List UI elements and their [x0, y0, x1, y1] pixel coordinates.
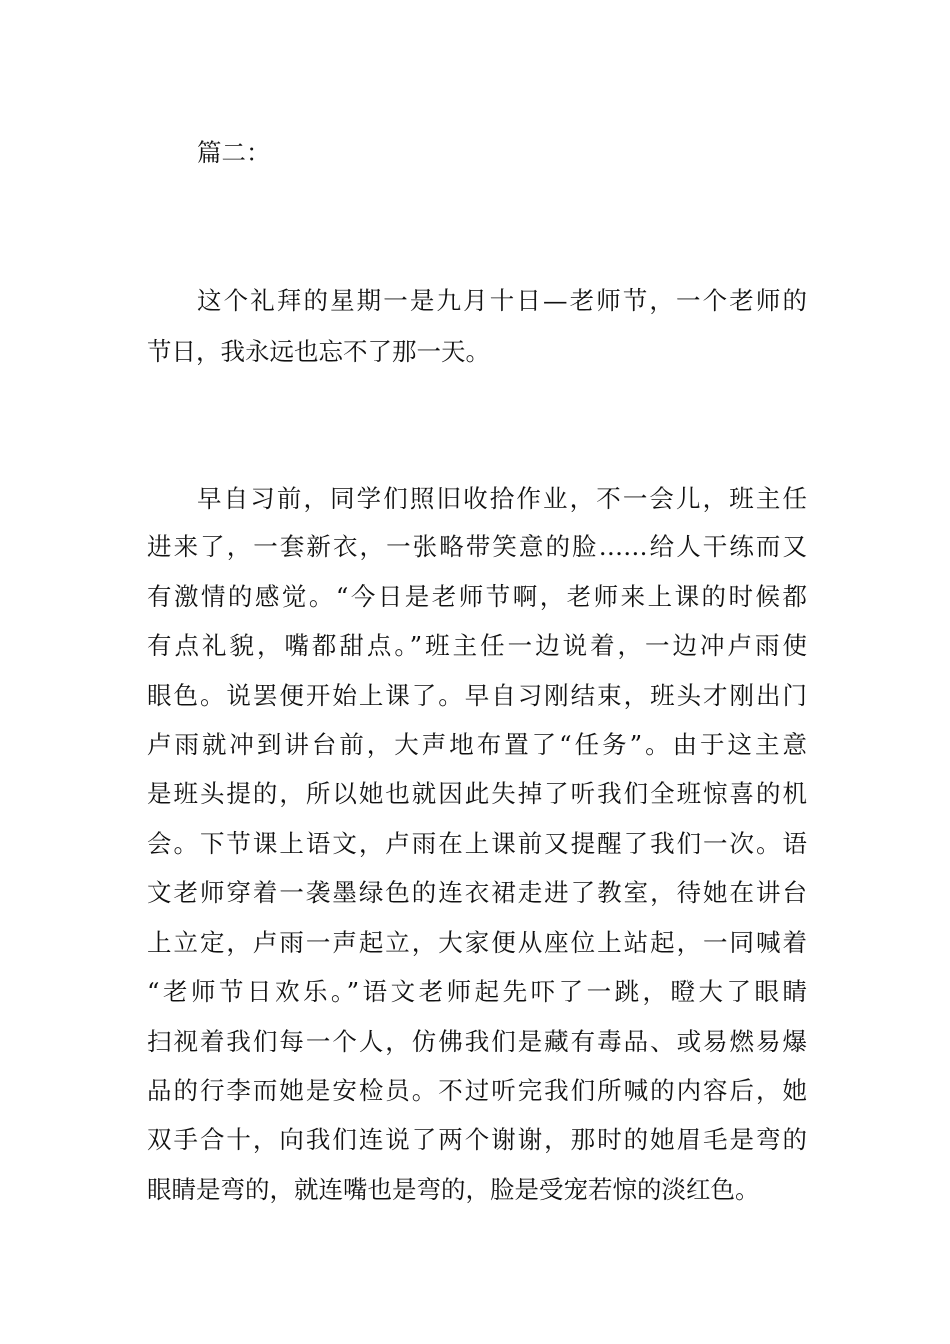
- paragraph-2-line: 有点礼貌，嘴都甜点。”班主任一边说着，一边冲卢雨使: [147, 631, 807, 660]
- paragraph-2-line: 文老师穿着一袭墨绿色的连衣裙走进了教室，待她在讲台: [147, 878, 807, 907]
- paragraph-2-line: 是班头提的，所以她也就因此失掉了听我们全班惊喜的机: [147, 779, 807, 808]
- paragraph-2-line: 眼睛是弯的，就连嘴也是弯的，脸是受宠若惊的淡红色。: [147, 1175, 760, 1204]
- section-heading: 篇二：: [197, 138, 271, 167]
- paragraph-2-line: 有激情的感觉。“今日是老师节啊，老师来上课的时候都: [147, 582, 807, 611]
- paragraph-2-line: 双手合十，向我们连说了两个谢谢，那时的她眉毛是弯的: [147, 1125, 807, 1154]
- paragraph-2-line: 上立定，卢雨一声起立，大家便从座位上站起，一同喊着: [147, 928, 807, 957]
- paragraph-2-line: 卢雨就冲到讲台前，大声地布置了“任务”。由于这主意: [147, 730, 807, 759]
- paragraph-1-line: 节日，我永远也忘不了那一天。: [147, 337, 490, 366]
- paragraph-2-line: 扫视着我们每一个人，仿佛我们是藏有毒品、或易燃易爆: [147, 1027, 807, 1056]
- paragraph-2-line: 会。下节课上语文，卢雨在上课前又提醒了我们一次。语: [147, 829, 807, 858]
- paragraph-2-line: 早自习前，同学们照旧收拾作业，不一会儿，班主任: [197, 484, 807, 513]
- paragraph-1-line: 这个礼拜的星期一是九月十日—老师节，一个老师的: [197, 286, 807, 315]
- paragraph-2-line: “老师节日欢乐。”语文老师起先吓了一跳，瞪大了眼睛: [147, 977, 807, 1006]
- paragraph-2-line: 进来了，一套新衣，一张略带笑意的脸……给人干练而又: [147, 532, 807, 561]
- paragraph-2-line: 品的行李而她是安检员。不过听完我们所喊的内容后，她: [147, 1076, 807, 1105]
- paragraph-2-line: 眼色。说罢便开始上课了。早自习刚结束，班头才刚出门: [147, 681, 807, 710]
